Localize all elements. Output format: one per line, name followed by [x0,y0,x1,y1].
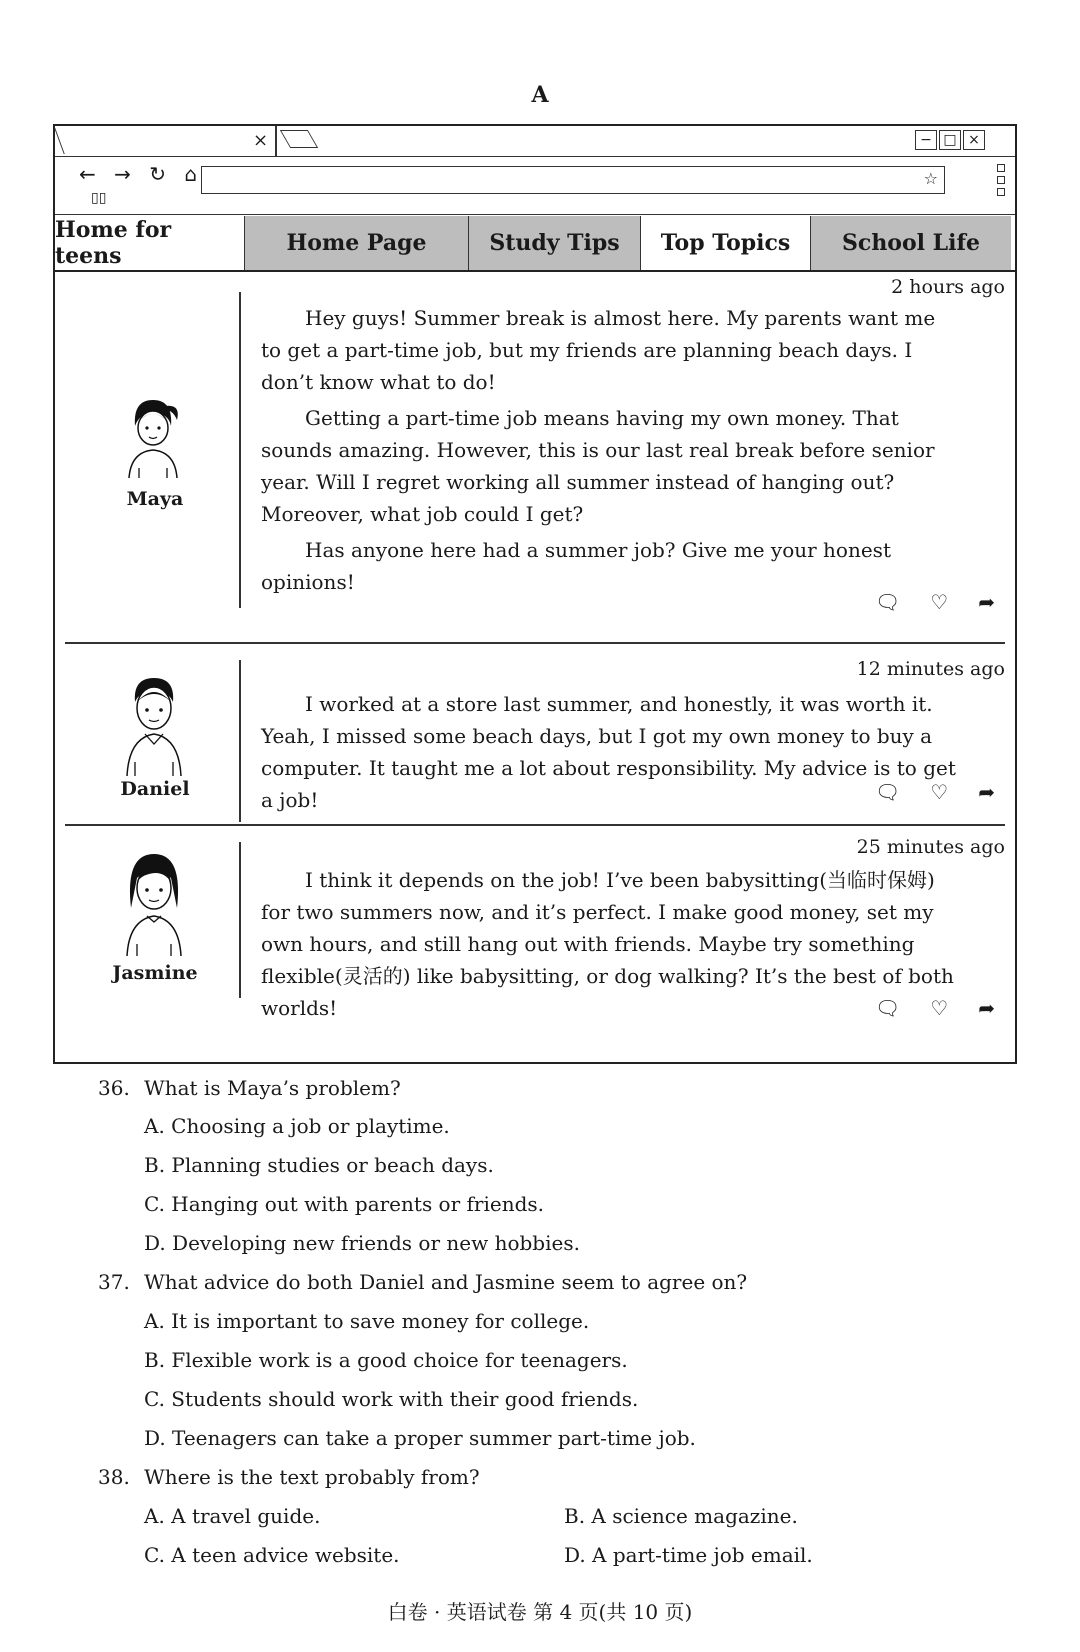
nav-school-life[interactable]: School Life [811,216,1011,270]
tab-edge [54,128,82,154]
option: C. Hanging out with parents or friends. [144,1192,545,1216]
close-tab-icon[interactable]: × [253,130,269,151]
post-maya [55,272,1015,644]
share-icon[interactable]: ➦ [978,780,995,804]
post-time: 25 minutes ago [856,836,1005,858]
tab-strip [55,126,1015,157]
post-actions [875,590,995,614]
site-nav [55,216,1015,272]
post-jasmine [55,826,1015,1062]
nav-study-tips[interactable]: Study Tips [469,216,641,270]
option: B. A science magazine. [564,1504,798,1528]
post-time: 12 minutes ago [856,658,1005,680]
close-window-icon[interactable]: × [963,130,985,150]
browser-window [53,124,1017,1064]
question-text: What advice do both Daniel and Jasmine seem to agree on? [144,1270,748,1294]
post-paragraph: Hey guys! Summer break is almost here. My parents want me to get a part-time job, but my friends are planning beach days. I don’t know what to do! [261,306,936,394]
question-36 [98,1076,401,1100]
post-daniel [55,644,1015,824]
question-number: 37. [98,1270,130,1294]
post-body [261,302,961,598]
option: D. Developing new friends or new hobbies. [144,1231,580,1255]
heart-icon[interactable]: ♡ [930,590,949,614]
menu-icon[interactable] [997,164,1005,196]
question-38 [98,1465,480,1489]
heart-icon[interactable]: ♡ [930,996,949,1020]
question-text: Where is the text probably from? [144,1465,480,1489]
post-paragraph: Getting a part-time job means having my own money. That sounds amazing. However, this is our last real break before senior year. Will I regret working all summer instead of hanging out? Moreover, what job could I get? [261,406,935,526]
option: C. A teen advice website. [144,1543,400,1567]
nav-top-topics[interactable]: Top Topics [641,216,811,270]
comment-icon[interactable]: 🗨 [874,590,901,614]
author-name: Jasmine [112,962,198,984]
option: D. A part-time job email. [564,1543,813,1567]
share-icon[interactable]: ➦ [978,996,995,1020]
author-name: Maya [126,488,184,510]
new-tab-icon[interactable] [280,130,318,148]
question-number: 38. [98,1465,130,1489]
minimize-icon[interactable]: − [915,130,937,150]
site-brand[interactable]: Home for teens [55,216,245,270]
option: B. Flexible work is a good choice for teenagers. [144,1348,628,1372]
heart-icon[interactable]: ♡ [930,780,949,804]
post-paragraph: I think it depends on the job! I’ve been babysitting(当临时保姆) for two summers now, and it’s perfect. I make good money, set my own hours, and still hang out with friends. Maybe try something flexible(灵活的) like babysitting, or dog walking? It’s the best of both worlds! [261,868,954,1020]
tab-divider [275,126,277,156]
post-body [261,864,961,1024]
browser-toolbar [55,156,1015,215]
post-body [261,688,961,816]
post-paragraph: I worked at a store last summer, and honestly, it was worth it. Yeah, I missed some beach days, but I got my own money to buy a computer. It taught me a lot about responsibility. My advice is to get a job! [261,692,956,812]
apps-icon[interactable]: ▯▯ [91,190,107,206]
section-letter: A [531,82,549,108]
daniel-avatar [119,672,189,778]
option: C. Students should work with their good friends. [144,1387,639,1411]
author-name: Daniel [120,778,190,800]
window-controls [915,130,985,150]
post-paragraph: Has anyone here had a summer job? Give me your honest opinions! [261,538,891,594]
share-icon[interactable]: ➦ [978,590,995,614]
question-number: 36. [98,1076,130,1100]
option: A. It is important to save money for college. [144,1309,590,1333]
question-37 [98,1270,747,1294]
comment-icon[interactable]: 🗨 [874,780,901,804]
page-footer: 白卷 · 英语试卷 第 4 页(共 10 页) [387,1600,693,1624]
option: A. Choosing a job or playtime. [144,1114,450,1138]
maya-avatar [121,396,185,480]
maximize-icon[interactable]: □ [939,130,961,150]
post-actions [875,996,995,1020]
option: B. Planning studies or beach days. [144,1153,494,1177]
bookmark-star-icon[interactable]: ☆ [923,169,938,188]
option: D. Teenagers can take a proper summer part-time job. [144,1426,696,1450]
question-text: What is Maya’s problem? [144,1076,401,1100]
jasmine-avatar [119,848,189,958]
address-bar[interactable] [201,166,945,194]
comment-icon[interactable]: 🗨 [874,996,901,1020]
nav-home-page[interactable]: Home Page [245,216,469,270]
post-time: 2 hours ago [891,276,1005,298]
back-forward-reload-home-icons[interactable]: ← → ↻ ⌂ [79,162,204,186]
option: A. A travel guide. [144,1504,321,1528]
post-actions [875,780,995,804]
